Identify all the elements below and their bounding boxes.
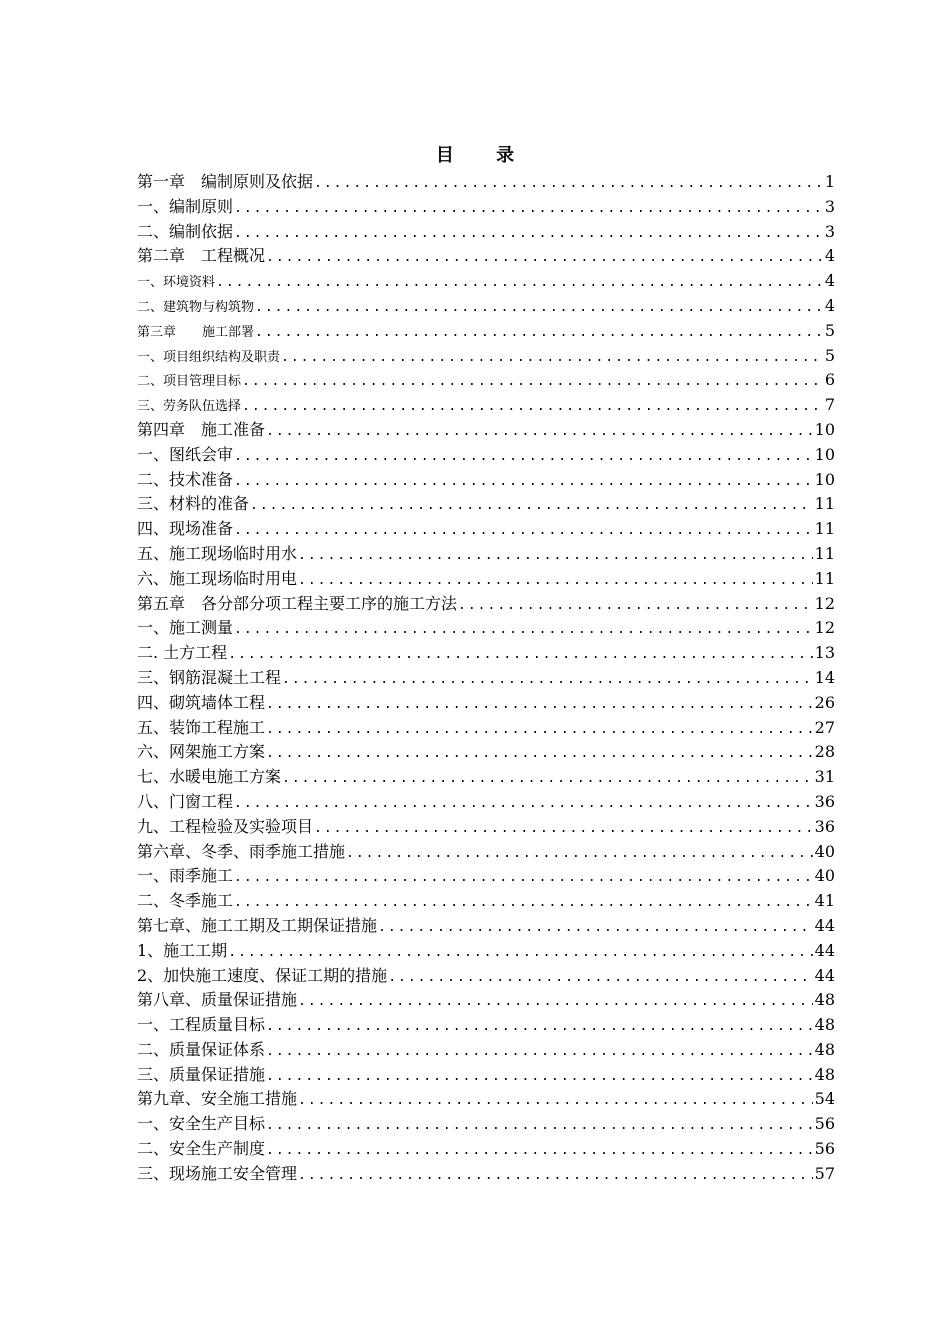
- toc-dot-leader: [314, 172, 823, 197]
- toc-entry-label: 一、项目组织结构及职责: [137, 349, 281, 365]
- toc-entry-label: 三、现场施工安全管理: [137, 1163, 298, 1183]
- toc-entry-label: 三、材料的准备: [137, 494, 250, 514]
- toc-dot-leader: [388, 966, 812, 991]
- toc-dot-leader: [298, 1089, 813, 1114]
- toc-entry-page-number: 48: [814, 1039, 835, 1059]
- toc-entry-page-number: 48: [814, 1064, 835, 1084]
- toc-entry-label: 二、编制依据: [137, 221, 234, 241]
- toc-entry-page-number: 10: [814, 444, 835, 464]
- toc-title: 目 录: [435, 145, 533, 166]
- toc-dot-leader: [266, 693, 813, 718]
- toc-entry-label: 六、施工现场临时用电: [137, 568, 298, 588]
- toc-dot-leader: [298, 990, 813, 1015]
- toc-entry-page-number: 54: [814, 1089, 835, 1109]
- toc-entry-label: 五、施工现场临时用水: [137, 543, 298, 563]
- toc-entry-label: 二、建筑物与构筑物: [137, 299, 255, 315]
- toc-dot-leader: [242, 395, 823, 420]
- toc-entry-label: 二、质量保证体系: [137, 1039, 266, 1059]
- toc-dot-leader: [266, 1065, 813, 1090]
- toc-entry-page-number: 12: [814, 618, 835, 638]
- toc-dot-leader: [242, 370, 823, 395]
- toc-entry[interactable]: [137, 815, 835, 840]
- toc-entry-page-number: 7: [824, 395, 835, 415]
- toc-entry-page-number: 48: [814, 990, 835, 1010]
- toc-entry[interactable]: [137, 393, 835, 418]
- toc-dot-leader: [298, 544, 813, 569]
- toc-dot-leader: [234, 891, 813, 916]
- toc-entry-page-number: 11: [814, 494, 835, 514]
- toc-entry[interactable]: [137, 691, 835, 716]
- toc-entry-page-number: 10: [814, 469, 835, 489]
- toc-entry-label: 四、现场准备: [137, 519, 234, 539]
- toc-entry-page-number: 1: [824, 172, 835, 191]
- toc-entry-label: 八、门窗工程: [137, 791, 234, 811]
- toc-entry[interactable]: [137, 964, 835, 989]
- toc-entry-label: 一、环境资料: [137, 275, 216, 291]
- toc-entry[interactable]: [137, 716, 835, 741]
- toc-dot-leader: [346, 842, 813, 867]
- toc-dot-leader: [266, 1114, 813, 1139]
- toc-entry[interactable]: [137, 840, 835, 865]
- toc-entry-label: 一、安全生产目标: [137, 1114, 266, 1134]
- toc-entry[interactable]: [137, 517, 835, 542]
- toc-entry-page-number: 40: [814, 841, 835, 861]
- toc-entry-page-number: 11: [814, 568, 835, 588]
- toc-entry-page-number: 6: [824, 370, 835, 390]
- toc-entry-label: 第六章、冬季、雨季施工措施: [137, 841, 346, 861]
- toc-entry[interactable]: [137, 914, 835, 939]
- toc-dot-leader: [298, 569, 813, 594]
- toc-entry-label: 七、水暖电施工方案: [137, 767, 282, 787]
- toc-entry[interactable]: [137, 864, 835, 889]
- toc-entry-page-number: 27: [814, 717, 835, 737]
- toc-entry[interactable]: [137, 1087, 835, 1112]
- toc-entry-label: 三、质量保证措施: [137, 1064, 266, 1084]
- toc-entry-label: 第九章、安全施工措施: [137, 1089, 298, 1109]
- toc-entry-label: 三、钢筋混凝土工程: [137, 667, 282, 687]
- toc-entry[interactable]: [137, 344, 835, 369]
- toc-entry[interactable]: [137, 889, 835, 914]
- toc-dot-leader: [234, 445, 813, 470]
- toc-entry-label: 二、项目管理目标: [137, 374, 242, 390]
- toc-dot-leader: [234, 197, 823, 222]
- toc-entry-label: 第七章、施工工期及工期保证措施: [137, 915, 378, 935]
- toc-entry-label: 第一章 编制原则及依据: [137, 172, 314, 191]
- toc-dot-leader: [228, 941, 812, 966]
- toc-entry-label: 一、雨季施工: [137, 866, 234, 886]
- toc-entry-page-number: 3: [824, 196, 835, 216]
- toc-entry-page-number: 31: [814, 767, 835, 787]
- toc-dot-leader: [266, 420, 813, 445]
- toc-entry-page-number: 4: [824, 246, 835, 266]
- toc-dot-leader: [458, 594, 813, 619]
- toc-dot-leader: [298, 1164, 813, 1189]
- toc-entry-page-number: 28: [814, 742, 835, 762]
- table-of-contents: [137, 170, 835, 1187]
- toc-entry-label: 一、编制原则: [137, 196, 234, 216]
- toc-dot-leader: [234, 866, 813, 891]
- toc-entry-label: 一、施工测量: [137, 618, 234, 638]
- toc-entry[interactable]: [137, 319, 835, 344]
- toc-entry[interactable]: [137, 616, 835, 641]
- toc-entry-label: 三、劳务队伍选择: [137, 399, 242, 415]
- toc-entry-page-number: 4: [824, 295, 835, 315]
- toc-entry-page-number: 40: [814, 866, 835, 886]
- toc-entry-page-number: 4: [824, 271, 835, 291]
- toc-entry-label: 五、装饰工程施工: [137, 717, 266, 737]
- toc-entry-page-number: 13: [814, 643, 835, 663]
- toc-entry[interactable]: [137, 1038, 835, 1063]
- toc-entry-page-number: 26: [814, 692, 835, 712]
- toc-dot-leader: [234, 222, 823, 247]
- toc-entry[interactable]: [137, 641, 835, 666]
- toc-entry-label: 六、网架施工方案: [137, 742, 266, 762]
- toc-entry-label: 第八章、质量保证措施: [137, 990, 298, 1010]
- toc-entry[interactable]: [137, 195, 835, 220]
- toc-entry[interactable]: [137, 468, 835, 493]
- toc-dot-leader: [228, 643, 812, 668]
- toc-dot-leader: [234, 470, 813, 495]
- toc-entry[interactable]: [137, 492, 835, 517]
- toc-entry-page-number: 41: [814, 891, 835, 911]
- toc-entry-label: 1、施工工期: [137, 940, 228, 960]
- toc-entry-label: 一、图纸会审: [137, 444, 234, 464]
- toc-entry[interactable]: [137, 988, 835, 1013]
- toc-dot-leader: [255, 296, 823, 321]
- toc-entry[interactable]: [137, 567, 835, 592]
- toc-entry[interactable]: [137, 1063, 835, 1088]
- toc-entry-page-number: 3: [824, 221, 835, 241]
- toc-entry[interactable]: [137, 740, 835, 765]
- toc-dot-leader: [378, 916, 813, 941]
- toc-dot-leader: [234, 792, 813, 817]
- toc-entry-page-number: 10: [814, 419, 835, 439]
- toc-entry-page-number: 44: [814, 965, 835, 985]
- toc-dot-leader: [234, 519, 813, 544]
- toc-dot-leader: [266, 718, 813, 743]
- toc-entry-label: 二、冬季施工: [137, 891, 234, 911]
- toc-entry-label: 第四章 施工准备: [137, 419, 266, 439]
- toc-entry[interactable]: [137, 418, 835, 443]
- toc-entry[interactable]: [137, 170, 835, 195]
- toc-entry-label: 四、砌筑墙体工程: [137, 692, 266, 712]
- toc-entry[interactable]: [137, 592, 835, 617]
- toc-entry-label: 九、工程检验及实验项目: [137, 816, 314, 836]
- toc-dot-leader: [266, 1015, 813, 1040]
- toc-entry-page-number: 56: [814, 1139, 835, 1159]
- toc-entry[interactable]: [137, 765, 835, 790]
- toc-entry[interactable]: [137, 294, 835, 319]
- toc-dot-leader: [250, 494, 813, 519]
- toc-entry-label: 第二章 工程概况: [137, 246, 266, 266]
- toc-dot-leader: [234, 618, 813, 643]
- toc-dot-leader: [266, 742, 813, 767]
- toc-entry[interactable]: [137, 269, 835, 294]
- toc-entry-label: 第五章 各分部分项工程主要工序的施工方法: [137, 593, 458, 613]
- toc-entry-page-number: 11: [814, 543, 835, 563]
- toc-entry-label: 二、安全生产制度: [137, 1139, 266, 1159]
- toc-entry-page-number: 12: [814, 593, 835, 613]
- toc-entry-page-number: 44: [814, 940, 835, 960]
- toc-entry[interactable]: [137, 443, 835, 468]
- toc-dot-leader: [282, 668, 813, 693]
- toc-entry[interactable]: [137, 1137, 835, 1162]
- toc-entry-page-number: 36: [814, 816, 835, 836]
- toc-entry[interactable]: [137, 368, 835, 393]
- toc-dot-leader: [314, 817, 813, 842]
- toc-dot-leader: [281, 346, 823, 371]
- toc-entry[interactable]: [137, 244, 835, 269]
- toc-dot-leader: [266, 1139, 813, 1164]
- toc-dot-leader: [255, 321, 823, 346]
- toc-entry-page-number: 44: [814, 915, 835, 935]
- toc-entry[interactable]: [137, 1112, 835, 1137]
- toc-dot-leader: [266, 1040, 813, 1065]
- toc-dot-leader: [282, 767, 813, 792]
- toc-entry-page-number: 36: [814, 791, 835, 811]
- toc-entry-label: 二. 土方工程: [137, 643, 228, 663]
- toc-entry-page-number: 5: [824, 320, 835, 340]
- toc-entry[interactable]: [137, 790, 835, 815]
- toc-entry[interactable]: [137, 1013, 835, 1038]
- toc-entry-page-number: 57: [814, 1163, 835, 1183]
- toc-entry-label: 一、工程质量目标: [137, 1015, 266, 1035]
- toc-entry-page-number: 5: [824, 345, 835, 365]
- toc-entry[interactable]: [137, 1162, 835, 1187]
- toc-entry-label: 2、加快施工速度、保证工期的措施: [137, 965, 388, 985]
- toc-dot-leader: [216, 271, 823, 296]
- toc-entry-page-number: 14: [814, 667, 835, 687]
- toc-entry-page-number: 11: [814, 519, 835, 539]
- toc-entry-label: 第三章 施工部署: [137, 324, 255, 340]
- toc-dot-leader: [266, 246, 823, 271]
- toc-entry[interactable]: [137, 220, 835, 245]
- toc-entry[interactable]: [137, 939, 835, 964]
- toc-entry-page-number: 48: [814, 1015, 835, 1035]
- toc-entry[interactable]: [137, 666, 835, 691]
- toc-entry[interactable]: [137, 542, 835, 567]
- toc-entry-label: 二、技术准备: [137, 469, 234, 489]
- toc-entry-page-number: 56: [814, 1114, 835, 1134]
